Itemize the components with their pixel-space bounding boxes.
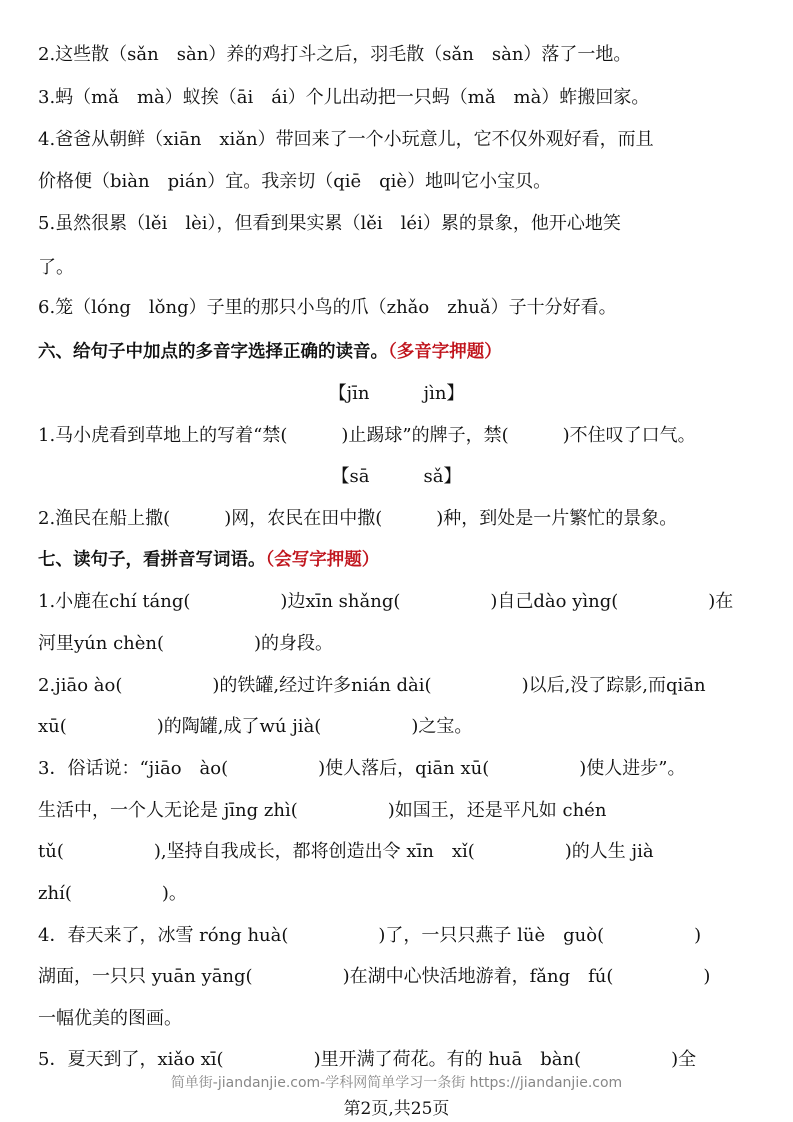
line-6: 了。 bbox=[38, 257, 74, 278]
question-7-3-line-2: 生活中，一个人无论是 jīng zhì( )如国王，还是平凡如 chén bbox=[38, 800, 607, 821]
line-3: 4.爸爸从朝鲜（xiān xiǎn）带回来了一个小玩意儿，它不仅外观好看，而且 bbox=[38, 129, 654, 150]
section-7-tag: （会写字押题） bbox=[265, 550, 380, 570]
watermark-footer: 简单街-jiandanjie.com-学科网简单学习一条街 https://jiandanjie.com bbox=[170, 1075, 623, 1091]
question-7-1-line-2: 河里yún chèn( )的身段。 bbox=[38, 633, 334, 654]
question-6-2: 2.渔民在船上撒( )网，农民在田中撒( )种，到处是一片繁忙的景象。 bbox=[38, 508, 678, 529]
section-6-title: 六、给句子中加点的多音字选择正确的读音。 bbox=[38, 342, 388, 362]
question-7-5-line-1: 5．夏天到了，xiǎo xī( )里开满了荷花。有的 huā bàn( )全 bbox=[38, 1049, 697, 1070]
section-7-heading bbox=[38, 548, 758, 572]
question-7-3-line-4: zhí( )。 bbox=[38, 883, 187, 904]
question-6-1: 1.马小虎看到草地上的写着“禁( )止踢球”的牌子，禁( )不住叹了口气。 bbox=[38, 425, 696, 446]
question-7-2-line-1: 2.jiāo ào( )的铁罐,经过许多nián dài( )以后,没了踪影,而qiān bbox=[38, 675, 706, 696]
question-7-1-line-1: 1.小鹿在chí táng( )边xīn shǎng( )自己dào yìng( )在 bbox=[38, 591, 734, 612]
line-7: 6.笼（lóng lǒng）子里的那只小鸟的爪（zhǎo zhuǎ）子十分好看。 bbox=[38, 297, 617, 318]
line-4: 价格便（biàn pián）宜。我亲切（qiē qiè）地叫它小宝贝。 bbox=[38, 171, 552, 192]
question-7-3-line-3: tǔ( ),坚持自我成长，都将创造出令 xīn xǐ( )的人生 jià bbox=[38, 841, 654, 862]
section-7-title: 七、读句子，看拼音写词语。 bbox=[38, 550, 266, 570]
section-6-heading bbox=[38, 340, 758, 364]
question-7-3-line-1: 3．俗话说：“jiāo ào( )使人落后，qiān xū( )使人进步”。 bbox=[38, 758, 686, 779]
options-sa: 【sā sǎ】 bbox=[331, 466, 462, 487]
line-5: 5.虽然很累（lěi lèi），但看到果实累（lěi léi）累的景象，他开心地笑 bbox=[38, 213, 621, 234]
page-number: 第2页,共25页 bbox=[343, 1099, 450, 1119]
section-6-tag: （多音字押题） bbox=[388, 342, 502, 362]
question-7-4-line-2: 湖面，一只只 yuān yāng( )在湖中心快活地游着，fǎng fú( ) bbox=[38, 966, 711, 987]
line-2: 3.蚂（mǎ mà）蚁挨（āi ái）个儿出动把一只蚂（mǎ mà）蚱搬回家。 bbox=[38, 87, 650, 108]
question-7-4-line-1: 4．春天来了，冰雪 róng huà( )了，一只只燕子 lüè guò( ) bbox=[38, 925, 702, 946]
question-7-2-line-2: xū( )的陶罐,成了wú jià( )之宝。 bbox=[38, 716, 473, 737]
line-1: 2.这些散（sǎn sàn）养的鸡打斗之后，羽毛散（sǎn sàn）落了一地。 bbox=[38, 44, 632, 65]
options-jin: 【jīn jìn】 bbox=[328, 383, 465, 404]
question-7-4-line-3: 一幅优美的图画。 bbox=[38, 1008, 182, 1029]
